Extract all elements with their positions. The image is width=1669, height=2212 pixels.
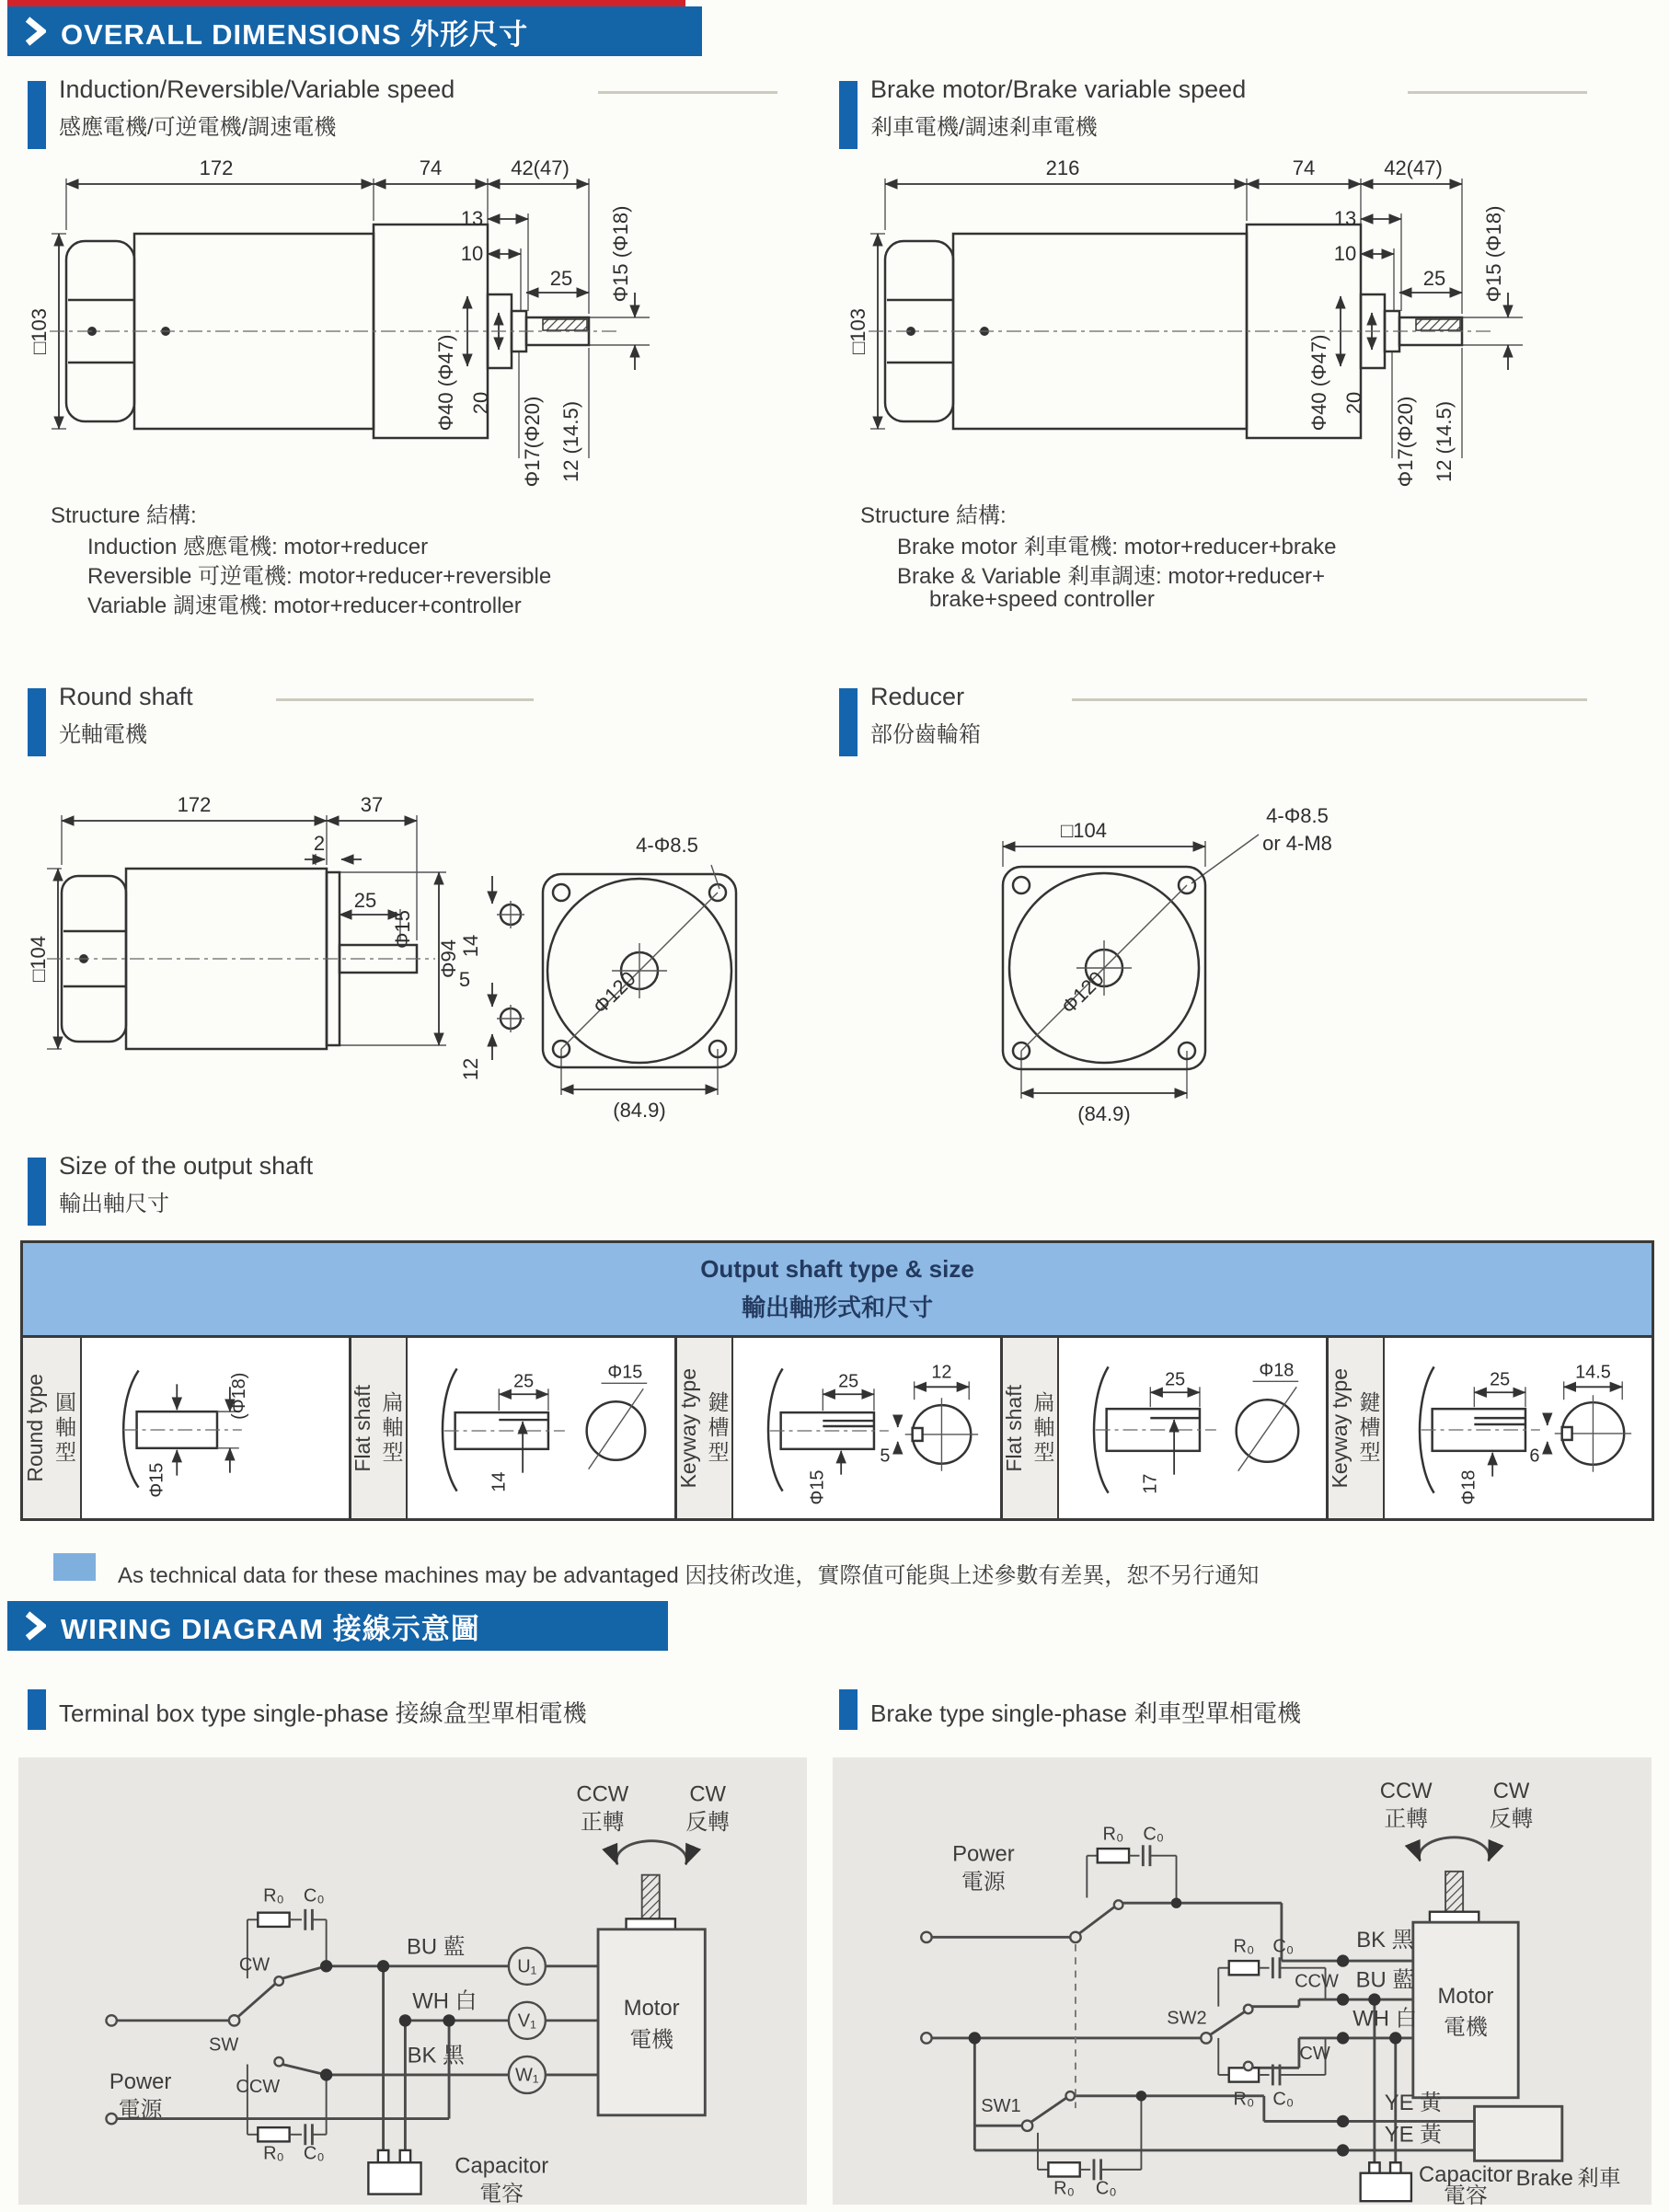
power-label: Power bbox=[952, 1841, 1015, 1867]
dimension-lines bbox=[59, 184, 635, 429]
brake-wiring-panel bbox=[833, 1757, 1652, 2205]
extension-lines bbox=[1150, 1387, 1200, 1407]
reducer-drawing bbox=[846, 766, 1454, 1134]
capacitor-label-zh: 電容 bbox=[479, 2182, 524, 2205]
reducer-section-subtitle: 部份齒輪箱 bbox=[870, 722, 981, 747]
section-marker bbox=[28, 1689, 46, 1730]
shaft-type-zh: 鍵槽型 bbox=[705, 1390, 730, 1466]
component-label: R₀ bbox=[263, 2143, 284, 2164]
dim-label: 20 bbox=[1342, 391, 1365, 415]
section-rule bbox=[598, 91, 777, 94]
wire-label: YE 黃 bbox=[1384, 2091, 1442, 2116]
component-label: C₀ bbox=[1272, 2089, 1295, 2110]
structure-line: Brake & Variable 剎車調速: motor+reducer+ bbox=[897, 564, 1326, 589]
dim-label: Φ15 (Φ18) bbox=[609, 205, 632, 303]
switch-label: SW1 bbox=[981, 2095, 1021, 2116]
dimension-lines bbox=[878, 184, 1508, 429]
direction-label-zh: 正轉 bbox=[580, 1810, 625, 1836]
dim-label: Φ15 bbox=[391, 909, 414, 950]
brake-motor-drawing bbox=[846, 138, 1638, 490]
wire-label: BU 藍 bbox=[406, 1934, 466, 1960]
shaft-type-label-keyway18 bbox=[1326, 1338, 1385, 1518]
component-label: R₀ bbox=[1102, 1824, 1124, 1845]
wiring-diagram-banner bbox=[7, 1601, 668, 1651]
wire-label: BU 藍 bbox=[1355, 1967, 1415, 1993]
dim-label: 12 bbox=[931, 1362, 952, 1383]
dim-label: 17 bbox=[1140, 1473, 1161, 1494]
capacitor bbox=[368, 2150, 420, 2195]
round-shaft-mini-drawing bbox=[82, 1338, 349, 1518]
shaft-type-zh: 鍵槽型 bbox=[1356, 1390, 1381, 1466]
face-view bbox=[1003, 867, 1205, 1069]
component-label: C₀ bbox=[303, 2143, 325, 2164]
dim-label: (84.9) bbox=[1077, 1102, 1131, 1125]
shaft-drawing-flat18 bbox=[1059, 1338, 1328, 1518]
capacitor-label-zh: 電容 bbox=[1444, 2183, 1488, 2205]
dim-label: 216 bbox=[1045, 156, 1080, 179]
component-label: C₀ bbox=[1143, 1824, 1165, 1845]
round-shaft-drawing bbox=[23, 766, 800, 1134]
dim-label: □104 bbox=[27, 936, 50, 982]
induction-section-subtitle: 感應電機/可逆電機/調速電機 bbox=[59, 115, 337, 140]
capacitor-label: Capacitor bbox=[455, 2153, 549, 2179]
overall-dimensions-banner bbox=[7, 6, 702, 56]
dim-label: Φ120 bbox=[588, 966, 640, 1019]
wire-label: YE 黃 bbox=[1384, 2122, 1442, 2148]
section-marker bbox=[28, 688, 46, 756]
brake-label-zh: 剎車 bbox=[1577, 2166, 1621, 2192]
chevron-icon bbox=[24, 17, 46, 46]
section-rule bbox=[276, 698, 534, 701]
dim-label: Φ94 bbox=[437, 939, 460, 979]
shaft-type-en: Flat shaft bbox=[350, 1384, 374, 1472]
dim-label: Φ17(Φ20) bbox=[521, 396, 544, 488]
brake-section-title: Brake motor/Brake variable speed bbox=[870, 75, 1247, 103]
motor-label: Motor bbox=[1437, 1983, 1494, 2009]
snubber-main bbox=[1087, 1845, 1176, 1903]
terminal-box-wiring-panel bbox=[18, 1757, 807, 2205]
flat-shaft18-mini-drawing bbox=[1059, 1338, 1326, 1518]
shaft-drawing-keyway bbox=[733, 1338, 1002, 1518]
round-shaft-section-subtitle: 光軸電機 bbox=[59, 722, 147, 747]
dim-label: 25 bbox=[1422, 267, 1446, 290]
dim-label: 12 (14.5) bbox=[1433, 400, 1456, 483]
shaft-drawing-keyway18 bbox=[1385, 1338, 1652, 1518]
section-marker bbox=[839, 688, 858, 756]
dim-label: Φ18 bbox=[1458, 1469, 1479, 1505]
output-shaft-table-header bbox=[23, 1243, 1652, 1338]
dim-label: Φ120 bbox=[1056, 966, 1109, 1019]
dim-label: (84.9) bbox=[613, 1099, 666, 1122]
component-label: C₀ bbox=[303, 1885, 325, 1907]
induction-motor-drawing bbox=[28, 138, 800, 490]
table-header-en: Output shaft type & size bbox=[700, 1255, 974, 1283]
dim-label: 12 bbox=[459, 1057, 482, 1081]
dim-label: 6 bbox=[1529, 1446, 1540, 1467]
power-label: Power bbox=[109, 2069, 172, 2095]
section-rule bbox=[1408, 91, 1587, 94]
dim-label: 42(47) bbox=[511, 156, 570, 179]
dim-label: Φ15 bbox=[146, 1462, 167, 1498]
dim-label: Φ15 bbox=[607, 1362, 643, 1383]
dim-label: 172 bbox=[199, 156, 234, 179]
dim-label: 25 bbox=[353, 889, 377, 912]
extension-lines bbox=[47, 815, 718, 1095]
shaft-type-en: Round type bbox=[23, 1374, 47, 1482]
dim-label: 74 bbox=[1292, 156, 1316, 179]
dim-label: 20 bbox=[469, 391, 492, 415]
shaft-type-label-flat bbox=[349, 1338, 408, 1518]
motor-box bbox=[1413, 1922, 1518, 2098]
power-label-zh: 電源 bbox=[118, 2097, 163, 2123]
switch-label: CCW bbox=[1295, 1971, 1339, 1992]
technical-note: As technical data for these machines may be advantaged 因技術改進，實際值可能與上述參數有差異，恕不另行通知 bbox=[118, 1563, 1260, 1588]
dim-label: 42(47) bbox=[1384, 156, 1443, 179]
structure-heading: Structure 結構: bbox=[860, 503, 1007, 528]
dim-label: 172 bbox=[177, 793, 212, 816]
shaft-type-zh: 扁軸型 bbox=[1030, 1390, 1055, 1466]
dim-label: Φ18 bbox=[1259, 1360, 1295, 1381]
direction-label: CCW bbox=[576, 1781, 629, 1807]
dim-label: □103 bbox=[28, 308, 51, 354]
keyway-shaft-mini-drawing bbox=[733, 1338, 1000, 1518]
switch-label: CW bbox=[238, 1954, 270, 1976]
dim-label: 4-Φ8.5 bbox=[636, 834, 698, 857]
direction-label: CW bbox=[1492, 1778, 1530, 1803]
shaft-type-label-flat18 bbox=[1000, 1338, 1059, 1518]
shaft-type-label-keyway bbox=[674, 1338, 733, 1518]
brake-wiring-diagram bbox=[833, 1757, 1652, 2205]
dim-label: Φ15 bbox=[807, 1469, 828, 1505]
dimension-lines bbox=[499, 1394, 548, 1472]
dim-label: 4-Φ8.5 bbox=[1266, 804, 1329, 827]
brake-section-subtitle: 剎車電機/調速剎車電機 bbox=[870, 115, 1098, 140]
direction-label: CCW bbox=[1379, 1778, 1433, 1803]
output-shaft-section-subtitle: 輸出軸尺寸 bbox=[59, 1192, 169, 1216]
switch-label: SW2 bbox=[1167, 2008, 1207, 2029]
component-label: C₀ bbox=[1272, 1936, 1295, 1957]
dim-label: 14 bbox=[489, 1471, 510, 1492]
snubber-sw1 bbox=[1038, 2096, 1141, 2180]
structure-heading: Structure 結構: bbox=[51, 503, 197, 528]
terminal-label: V₁ bbox=[517, 2010, 536, 2032]
section-marker bbox=[839, 1689, 858, 1730]
brake-wiring-title: Brake type single-phase 剎車型單相電機 bbox=[870, 1699, 1302, 1727]
dim-label: 5 bbox=[458, 968, 471, 991]
structure-line: Brake motor 剎車電機: motor+reducer+brake bbox=[897, 535, 1337, 559]
shaft-type-en: Keyway type bbox=[1327, 1367, 1352, 1489]
shaft-type-en: Flat shaft bbox=[1001, 1384, 1026, 1472]
power-label-zh: 電源 bbox=[961, 1869, 1006, 1895]
direction-label-zh: 正轉 bbox=[1384, 1806, 1429, 1832]
component-label: R₀ bbox=[263, 1885, 284, 1907]
dim-label: or 4-M8 bbox=[1262, 832, 1332, 855]
dim-label: 5 bbox=[880, 1446, 891, 1467]
note-marker bbox=[53, 1553, 96, 1581]
motor-label-zh: 電機 bbox=[1444, 2015, 1488, 2041]
dim-label: 25 bbox=[1165, 1369, 1186, 1390]
structure-line: Reversible 可逆電機: motor+reducer+reversible bbox=[87, 564, 552, 589]
shaft-type-zh: 圓軸型 bbox=[52, 1390, 76, 1466]
shaft-drawing-round bbox=[82, 1338, 351, 1518]
wire-label: BK 黑 bbox=[1356, 1927, 1414, 1953]
dim-label: Φ40 (Φ47) bbox=[434, 334, 457, 432]
wire-label: BK 黑 bbox=[407, 2043, 465, 2068]
structure-line: brake+speed controller bbox=[929, 587, 1155, 612]
wire-label: WH 白 bbox=[1352, 2006, 1418, 2032]
output-shaft-table-row bbox=[23, 1338, 1652, 1518]
dim-label: 2 bbox=[313, 832, 326, 855]
induction-section-title: Induction/Reversible/Variable speed bbox=[59, 75, 455, 103]
shaft-type-zh: 扁軸型 bbox=[379, 1390, 404, 1466]
brake-box bbox=[1475, 2106, 1562, 2160]
shaft-type-label-round bbox=[23, 1338, 82, 1518]
terminal-box-wiring-title: Terminal box type single-phase 接線盒型單相電機 bbox=[59, 1699, 587, 1727]
dim-label: 25 bbox=[1490, 1369, 1511, 1390]
direction-label-zh: 反轉 bbox=[1489, 1806, 1534, 1832]
rotation-indicator bbox=[1419, 1838, 1489, 1922]
section-rule bbox=[1072, 698, 1587, 701]
structure-line: Induction 感應電機: motor+reducer bbox=[87, 535, 429, 559]
page-top-red-strip bbox=[7, 0, 685, 6]
dim-label: 10 bbox=[460, 242, 484, 265]
direction-label: CW bbox=[689, 1781, 727, 1807]
brake-label: Brake bbox=[1515, 2166, 1573, 2192]
shaft-type-en: Keyway type bbox=[675, 1367, 700, 1489]
round-shaft-section-title: Round shaft bbox=[59, 683, 193, 710]
output-shaft-table bbox=[20, 1240, 1654, 1521]
capacitor-label: Capacitor bbox=[1419, 2162, 1513, 2188]
capacitor bbox=[1361, 2162, 1411, 2201]
reducer-section-title: Reducer bbox=[870, 683, 965, 710]
component-label: R₀ bbox=[1233, 2089, 1255, 2110]
dim-label: 12 (14.5) bbox=[559, 400, 582, 483]
extension-lines bbox=[499, 1388, 548, 1411]
dim-label: □103 bbox=[846, 308, 869, 354]
structure-line: Variable 調速電機: motor+reducer+controller bbox=[87, 593, 522, 618]
face-view bbox=[543, 865, 736, 1067]
wire-label: WH 白 bbox=[412, 1988, 478, 2014]
motor-label-zh: 電機 bbox=[629, 2027, 673, 2053]
dim-label: 14.5 bbox=[1575, 1362, 1611, 1383]
terminal-label: W₁ bbox=[515, 2065, 539, 2086]
section-marker bbox=[28, 1158, 46, 1226]
shaft-drawing-flat bbox=[408, 1338, 676, 1518]
dim-label: 74 bbox=[419, 156, 443, 179]
chevron-icon bbox=[24, 1611, 46, 1641]
table-header-zh: 輸出軸形式和尺寸 bbox=[741, 1294, 933, 1321]
dim-label: 25 bbox=[838, 1371, 859, 1392]
dim-label: 37 bbox=[360, 793, 384, 816]
banner-title: WIRING DIAGRAM 接線示意圖 bbox=[61, 1612, 480, 1645]
terminal-box-wiring-diagram bbox=[18, 1757, 807, 2205]
direction-label-zh: 反轉 bbox=[685, 1810, 730, 1836]
dim-label: 13 bbox=[1333, 207, 1357, 230]
banner-title: OVERALL DIMENSIONS 外形尺寸 bbox=[61, 17, 529, 51]
switch-label: SW bbox=[209, 2034, 239, 2056]
dim-label: (Φ18) bbox=[228, 1372, 249, 1420]
dim-label: 25 bbox=[549, 267, 573, 290]
rotation-indicator bbox=[616, 1841, 686, 1930]
flat-shaft-mini-drawing bbox=[408, 1338, 674, 1518]
dim-label: 13 bbox=[460, 207, 484, 230]
dim-label: Φ40 (Φ47) bbox=[1307, 334, 1330, 432]
dim-label: 10 bbox=[1333, 242, 1357, 265]
motor-box bbox=[598, 1930, 705, 2115]
dimension-lines bbox=[1150, 1392, 1200, 1474]
component-label: R₀ bbox=[1053, 2178, 1075, 2199]
dim-label: 14 bbox=[459, 934, 482, 958]
switch-label: CW bbox=[1299, 2043, 1330, 2064]
dim-label: Φ15 (Φ18) bbox=[1482, 205, 1505, 303]
output-shaft-section-title: Size of the output shaft bbox=[59, 1152, 314, 1180]
motor-label: Motor bbox=[623, 1996, 680, 2022]
switch-label: CCW bbox=[236, 2077, 281, 2098]
keyway-shaft18-mini-drawing bbox=[1385, 1338, 1652, 1518]
component-label: C₀ bbox=[1095, 2178, 1117, 2199]
dim-label: Φ17(Φ20) bbox=[1394, 396, 1417, 488]
terminal-label: U₁ bbox=[517, 1956, 537, 1977]
component-label: R₀ bbox=[1233, 1936, 1255, 1957]
dim-label: 25 bbox=[513, 1371, 535, 1392]
dim-label: □104 bbox=[1061, 819, 1107, 842]
